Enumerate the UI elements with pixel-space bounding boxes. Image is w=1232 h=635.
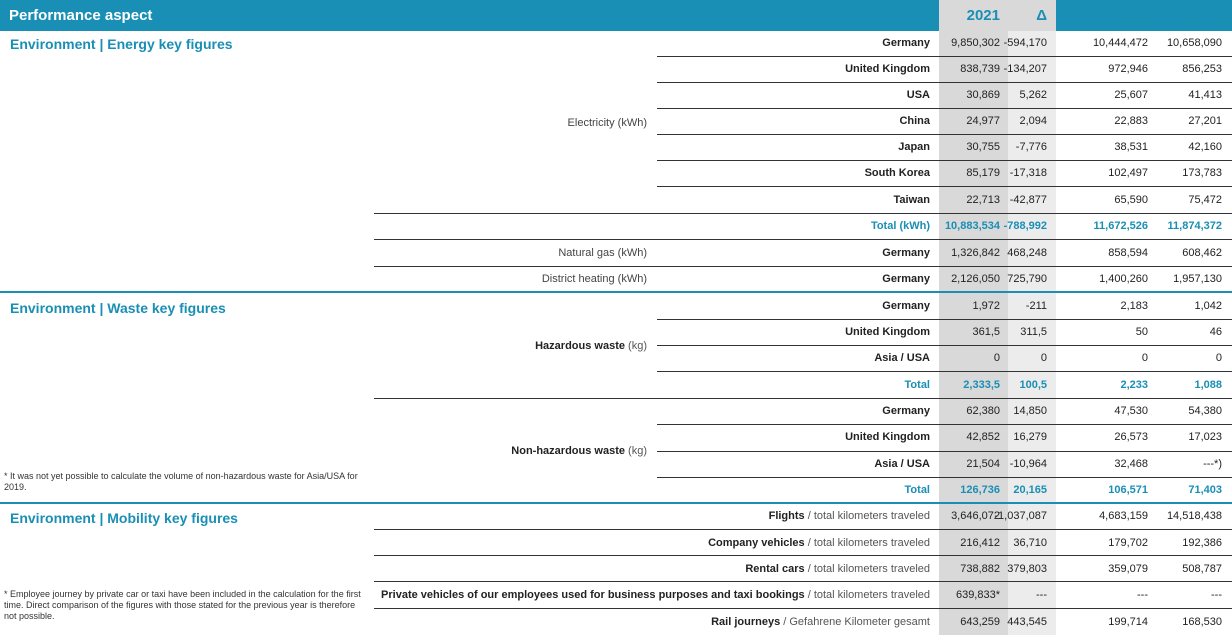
value-2019: ---*) — [1203, 458, 1222, 470]
table-row — [0, 37, 1232, 51]
value-2020: 0 — [1141, 352, 1148, 364]
divider — [374, 398, 1232, 399]
row-label-text: Germany — [882, 273, 930, 285]
value-2019: 0 — [1215, 352, 1222, 364]
row-label — [882, 37, 930, 49]
value-2019: 1,957,130 — [1173, 273, 1222, 285]
row-label-text: United Kingdom — [845, 326, 930, 338]
row-label — [905, 484, 930, 496]
value-delta: -17,318 — [1009, 167, 1047, 179]
total-row — [0, 484, 1232, 498]
value-2019: 42,160 — [1188, 141, 1222, 153]
value-2021: 0 — [993, 352, 1000, 364]
divider — [657, 319, 1232, 320]
section-separator — [0, 291, 1232, 293]
divider — [657, 451, 1232, 452]
row-label-text: United Kingdom — [845, 63, 930, 75]
value-delta: -134,207 — [1003, 63, 1047, 75]
value-2019: 27,201 — [1188, 115, 1222, 127]
row-label — [381, 589, 930, 601]
divider — [374, 555, 1232, 556]
value-delta: -1,037,087 — [994, 510, 1047, 522]
row-label — [845, 326, 930, 338]
table-row — [0, 458, 1232, 472]
row-label-text: Private vehicles of our employees used for business purposes and taxi bookings — [381, 589, 805, 601]
value-2019: 508,787 — [1182, 563, 1222, 575]
value-delta: 36,710 — [1013, 537, 1047, 549]
row-unit: / total kilometers traveled — [807, 589, 930, 601]
row-label — [865, 167, 930, 179]
row-label — [898, 141, 930, 153]
value-delta: 2,094 — [1019, 115, 1047, 127]
section-separator — [0, 502, 1232, 504]
value-2020: 10,444,472 — [1092, 37, 1148, 49]
value-2019: 14,518,438 — [1166, 510, 1222, 522]
value-2019: --- — [1211, 589, 1222, 601]
row-label — [882, 405, 930, 417]
hazardous-waste-label: Hazardous waste — [535, 340, 625, 352]
table-row — [0, 352, 1232, 366]
value-delta: -594,170 — [1003, 37, 1047, 49]
value-2021: 216,412 — [960, 537, 1000, 549]
divider — [657, 186, 1232, 187]
divider — [657, 371, 1232, 372]
row-label-text: Total (kWh) — [870, 220, 930, 232]
table-row — [0, 89, 1232, 103]
table-row — [0, 194, 1232, 208]
row-unit: / total kilometers traveled — [807, 563, 930, 575]
divider — [657, 424, 1232, 425]
row-label-text: Germany — [882, 247, 930, 259]
row-label — [845, 63, 930, 75]
value-2019: 192,386 — [1182, 537, 1222, 549]
header-delta: Δ — [1036, 7, 1047, 24]
value-2020: 50 — [1135, 326, 1148, 338]
value-2021: 126,736 — [960, 484, 1000, 496]
value-delta: 443,545 — [1007, 616, 1047, 628]
table-row — [0, 326, 1232, 340]
value-2019: 608,462 — [1182, 247, 1222, 259]
value-delta: -788,992 — [1003, 220, 1047, 232]
value-2020: 22,883 — [1114, 115, 1148, 127]
row-label-text: South Korea — [864, 167, 930, 179]
row-unit: / total kilometers traveled — [807, 510, 930, 522]
value-delta: 725,790 — [1007, 273, 1047, 285]
table-row — [0, 167, 1232, 181]
electricity-category: Electricity (kWh) — [567, 117, 647, 129]
table-row — [0, 405, 1232, 419]
value-2021: 21,504 — [966, 458, 1000, 470]
row-label — [907, 89, 930, 101]
value-2020: 38,531 — [1114, 141, 1148, 153]
row-label-text: Germany — [882, 405, 930, 417]
value-2021: 1,972 — [972, 300, 1000, 312]
row-label — [899, 115, 930, 127]
value-2021: 62,380 — [966, 405, 1000, 417]
row-label — [708, 537, 930, 549]
row-label-text: Total — [904, 379, 930, 391]
value-2021: 22,713 — [966, 194, 1000, 206]
value-2021: 3,646,072 — [951, 510, 1000, 522]
hazardous-waste-category — [535, 340, 647, 352]
value-2021: 2,333,5 — [963, 379, 1000, 391]
header-2019: 2019 — [1188, 7, 1222, 24]
row-label-text: China — [899, 115, 930, 127]
value-2020: 2,183 — [1120, 300, 1148, 312]
row-label-text: Germany — [882, 300, 930, 312]
row-unit: / Gefahrene Kilometer gesamt — [783, 616, 930, 628]
value-delta: -42,877 — [1009, 194, 1047, 206]
value-2019: 41,413 — [1188, 89, 1222, 101]
row-label — [874, 458, 930, 470]
divider — [374, 213, 1232, 214]
value-2021: 42,852 — [966, 431, 1000, 443]
value-2021: 85,179 — [966, 167, 1000, 179]
table-row — [0, 563, 1232, 577]
divider — [657, 477, 1232, 478]
value-2021: 639,833* — [955, 589, 1000, 601]
divider — [657, 108, 1232, 109]
table-row — [0, 431, 1232, 445]
table-row — [0, 616, 1232, 630]
value-delta: 5,262 — [1019, 89, 1047, 101]
row-label — [745, 563, 930, 575]
divider — [657, 82, 1232, 83]
row-unit: / total kilometers traveled — [807, 537, 930, 549]
nonhazardous-waste-unit: (kg) — [628, 445, 647, 457]
table-row — [0, 115, 1232, 129]
value-delta: 379,803 — [1007, 563, 1047, 575]
row-label — [871, 220, 930, 232]
row-label — [845, 431, 930, 443]
value-2020: 65,590 — [1114, 194, 1148, 206]
value-2021: 24,977 — [966, 115, 1000, 127]
row-label — [874, 352, 930, 364]
value-delta: 14,850 — [1013, 405, 1047, 417]
divider — [374, 529, 1232, 530]
row-label-text: Flights — [768, 510, 805, 522]
value-2019: 46 — [1209, 326, 1222, 338]
value-2020: 32,468 — [1114, 458, 1148, 470]
value-2021: 361,5 — [972, 326, 1000, 338]
nonhazardous-waste-label: Non-hazardous waste — [511, 445, 625, 457]
value-delta: 16,279 — [1013, 431, 1047, 443]
value-2021: 9,850,302 — [951, 37, 1000, 49]
value-2019: 1,042 — [1194, 300, 1222, 312]
waste-section-title: Environment | Waste key figures — [10, 300, 226, 316]
waste-footnote: * It was not yet possible to calculate the volume of non-hazardous waste for Asia/USA for 2019. — [4, 471, 358, 492]
header-2021: 2021 — [966, 7, 1000, 24]
divider — [374, 239, 1232, 240]
row-label-text: Asia / USA — [874, 352, 930, 364]
total-row — [0, 220, 1232, 234]
value-2021: 738,882 — [960, 563, 1000, 575]
row-label — [905, 379, 930, 391]
table-row — [0, 537, 1232, 551]
mobility-footnote: * Employee journey by private car or taxi have been included in the calculation for the first time. Direct comparison of the figures with those stated for the previous year is therefore not possible. — [4, 589, 361, 621]
value-delta: -211 — [1025, 300, 1047, 312]
energy-section-title: Environment | Energy key figures — [10, 36, 233, 52]
value-2020: 26,573 — [1114, 431, 1148, 443]
value-2021: 30,755 — [966, 141, 1000, 153]
row-label-text: Rental cars — [745, 563, 805, 575]
value-delta: --- — [1036, 589, 1047, 601]
value-2020: 25,607 — [1114, 89, 1148, 101]
value-delta: 311,5 — [1020, 326, 1047, 338]
value-2019: 168,530 — [1182, 616, 1222, 628]
header-title: Performance aspect — [9, 7, 153, 24]
row-label-text: Japan — [898, 141, 930, 153]
mobility-section-title: Environment | Mobility key figures — [10, 510, 238, 526]
total-row — [0, 379, 1232, 393]
table-row — [0, 63, 1232, 77]
value-2020: 47,530 — [1114, 405, 1148, 417]
value-2019: 71,403 — [1188, 484, 1222, 496]
table-row — [0, 589, 1232, 603]
divider — [374, 266, 1232, 267]
row-label-text: Germany — [882, 37, 930, 49]
value-2019: 10,658,090 — [1166, 37, 1222, 49]
value-delta: -10,964 — [1009, 458, 1047, 470]
divider — [374, 608, 1232, 609]
value-2019: 173,783 — [1182, 167, 1222, 179]
row-label-text: Total — [904, 484, 930, 496]
value-2020: 359,079 — [1108, 563, 1148, 575]
value-delta: 20,165 — [1013, 484, 1047, 496]
divider — [657, 56, 1232, 57]
value-delta: 0 — [1040, 352, 1047, 364]
value-2021: 1,326,842 — [951, 247, 1000, 259]
value-2019: 856,253 — [1182, 63, 1222, 75]
hazardous-waste-unit: (kg) — [628, 340, 647, 352]
row-label-text: United Kingdom — [845, 431, 930, 443]
value-2020: 199,714 — [1108, 616, 1148, 628]
value-delta: -7,776 — [1015, 141, 1047, 153]
value-2020: 179,702 — [1108, 537, 1148, 549]
row-label — [882, 273, 930, 285]
value-2021: 643,259 — [960, 616, 1000, 628]
row-label-text: Rail journeys — [711, 616, 781, 628]
divider — [657, 160, 1232, 161]
divider — [657, 134, 1232, 135]
header-2020: 2020 — [1114, 7, 1148, 24]
value-2020: 2,233 — [1120, 379, 1148, 391]
value-2020: 102,497 — [1108, 167, 1148, 179]
row-label — [882, 300, 930, 312]
row-label — [882, 247, 930, 259]
natural-gas-category: Natural gas (kWh) — [558, 247, 647, 259]
value-2020: --- — [1137, 589, 1148, 601]
table-row — [0, 510, 1232, 524]
value-2020: 1,400,260 — [1099, 273, 1148, 285]
row-label — [711, 616, 930, 628]
value-2019: 1,088 — [1194, 379, 1222, 391]
value-2021: 10,883,534 — [944, 220, 1000, 232]
value-delta: 468,248 — [1007, 247, 1047, 259]
row-label — [769, 510, 930, 522]
value-2020: 11,672,526 — [1093, 220, 1148, 232]
value-2020: 858,594 — [1108, 247, 1148, 259]
value-2019: 75,472 — [1188, 194, 1222, 206]
value-2020: 4,683,159 — [1099, 510, 1148, 522]
district-heating-category: District heating (kWh) — [541, 273, 647, 285]
value-2019: 17,023 — [1188, 431, 1222, 443]
value-2019: 54,380 — [1188, 405, 1222, 417]
table-row — [0, 300, 1232, 314]
divider — [657, 345, 1232, 346]
row-label-text: Asia / USA — [874, 458, 930, 470]
table-row — [0, 141, 1232, 155]
row-label-text: Company vehicles — [708, 537, 805, 549]
row-label-text: USA — [906, 89, 930, 101]
nonhazardous-waste-category — [511, 445, 647, 457]
row-label-text: Taiwan — [893, 194, 930, 206]
row-label — [894, 194, 930, 206]
value-2019: 11,874,372 — [1167, 220, 1222, 232]
value-2021: 2,126,050 — [951, 273, 1000, 285]
value-delta: 100,5 — [1019, 379, 1047, 391]
value-2021: 30,869 — [966, 89, 1000, 101]
divider — [374, 581, 1232, 582]
value-2020: 106,571 — [1108, 484, 1148, 496]
value-2020: 972,946 — [1108, 63, 1148, 75]
value-2021: 838,739 — [960, 63, 1000, 75]
